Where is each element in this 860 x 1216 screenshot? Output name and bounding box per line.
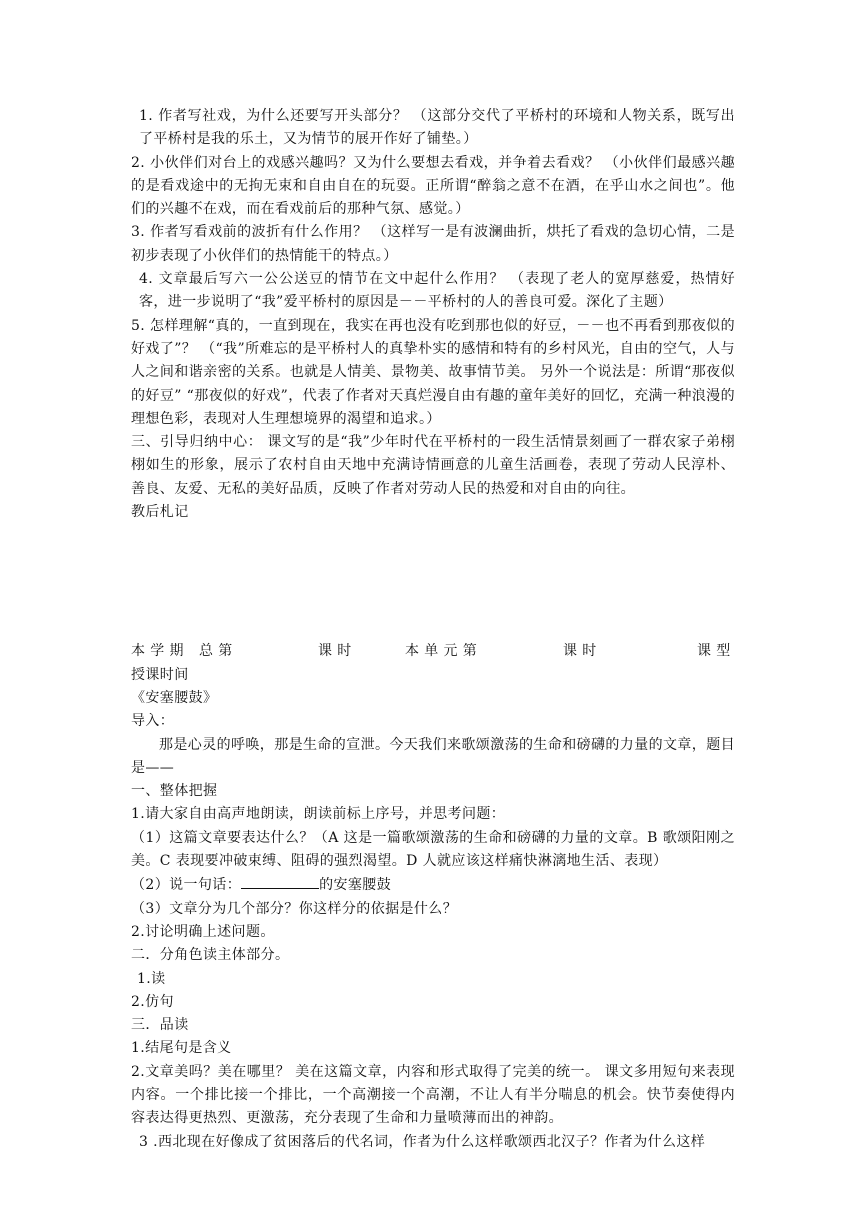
header-lesson-1: 课 时	[318, 643, 352, 660]
question-1: 1. 作者写社戏，为什么还要写开头部分？ （这部分交代了平桥村的环境和人物关系，既写出了平桥村是我的乐土，又为情节的展开作好了铺垫。）	[139, 108, 735, 148]
part-3-item-1: 1.结尾句是含义	[131, 1040, 232, 1057]
part-1-heading: 一、整体把握	[131, 783, 218, 800]
part-1-question-2	[131, 873, 735, 897]
part-2-heading: 二．分角色读主体部分。	[131, 947, 290, 964]
header-lesson-type: 课 型	[697, 643, 731, 660]
q2-prefix: （2）说一句话：	[131, 877, 242, 894]
header-lesson-2: 课 时	[563, 643, 597, 660]
intro-label: 导入：	[131, 713, 175, 730]
teaching-notes-label: 教后札记	[131, 504, 189, 521]
notes-space	[131, 524, 735, 640]
header-class-time: 授课时间	[131, 666, 189, 683]
summary-paragraph: 三、引导归纳中心： 课文写的是“我”少年时代在平桥村的一段生活情景刻画了一群农家子弟栩栩如生的形象，展示了农村自由天地中充满诗情画意的儿童生活画卷，表现了劳动人民淳朴、善良、友爱、无私的美好品质，反映了作者对劳动人民的热爱和对自由的向往。	[131, 434, 735, 497]
header-semester: 本 学 期	[131, 643, 184, 660]
header-total: 总 第	[199, 643, 233, 660]
question-5: 5. 怎样理解“真的，一直到现在，我实在再也没有吃到那也似的好豆，－－也不再看到那夜似的好戏了”？ （“我”所难忘的是平桥村人的真挚朴实的感情和特有的乡村风光，自由的空气，人与人之间和谐亲密的关系。也就是人情美、景物美、故事情节美。 另外一个说法是：所谓“那夜似的好豆” “那夜似的好戏”，代表了作者对天真烂漫自由有趣的童年美好的回忆，充满一种浪漫的理想色彩，表现对人生理想境界的渴望和追求。）	[131, 317, 735, 427]
fill-in-blank	[241, 873, 319, 889]
question-4: 4. 文章最后写六一公公送豆的情节在文中起什么作用？ （表现了老人的宽厚慈爱，热情好客，进一步说明了“我”爱平桥村的原因是－－平桥村的人的善良可爱。深化了主题）	[139, 271, 735, 311]
part-2-item-1: 1.读	[137, 970, 166, 987]
question-2: 2. 小伙伴们对台上的戏感兴趣吗？又为什么要想去看戏，并争着去看戏？ （小伙伴们最感兴趣的是看戏途中的无拘无束和自由自在的玩耍。正所谓“醉翁之意不在酒，在乎山水之间也”。他们的兴趣不在戏，而在看戏前后的那种气氛、感觉。）	[131, 154, 735, 218]
question-3: 3. 作者写看戏前的波折有什么作用？ （这样写一是有波澜曲折，烘托了看戏的急切心情，二是初步表现了小伙伴们的热情能干的特点。）	[131, 224, 735, 264]
lesson-header-row	[131, 640, 735, 663]
part-2-item-2: 2.仿句	[131, 993, 174, 1010]
lesson-title: 《安塞腰鼓》	[131, 689, 218, 706]
part-1-question-1: （1）这篇文章要表达什么？（A 这是一篇歌颂激荡的生命和磅礴的力量的文章。B 歌颂阳刚之美。C 表现要冲破束缚、阻碍的强烈渴望。D 人就应该这样痛快淋漓地生活、表现）	[131, 829, 735, 870]
header-unit: 本 单 元 第	[405, 643, 478, 660]
document-body	[131, 105, 735, 1154]
intro-paragraph: 那是心灵的呼唤，那是生命的宣泄。今天我们来歌颂激荡的生命和磅礴的力量的文章，题目是——	[131, 736, 735, 776]
part-1-item-2: 2.讨论明确上述问题。	[131, 923, 275, 940]
part-1-question-3: （3）文章分为几个部分？你这样分的依据是什么？	[131, 900, 458, 917]
part-3-item-2: 2.文章美吗？美在哪里？ 美在这篇文章，内容和形式取得了完美的统一。 课文多用短句来表现内容。一个排比接一个排比，一个高潮接一个高潮，不让人有半分喘息的机会。快节奏使得内容表达得更热烈、更激荡，充分表现了生命和力量喷薄而出的神韵。	[131, 1063, 735, 1127]
part-3-item-3: 3 .西北现在好像成了贫困落后的代名词，作者为什么这样歌颂西北汉子？作者为什么这样	[139, 1133, 706, 1150]
q2-suffix: 的安塞腰鼓	[319, 877, 392, 894]
part-3-heading: 三．品读	[131, 1017, 189, 1034]
part-1-item-1: 1.请大家自由高声地朗读，朗读前标上序号，并思考问题：	[131, 806, 506, 823]
